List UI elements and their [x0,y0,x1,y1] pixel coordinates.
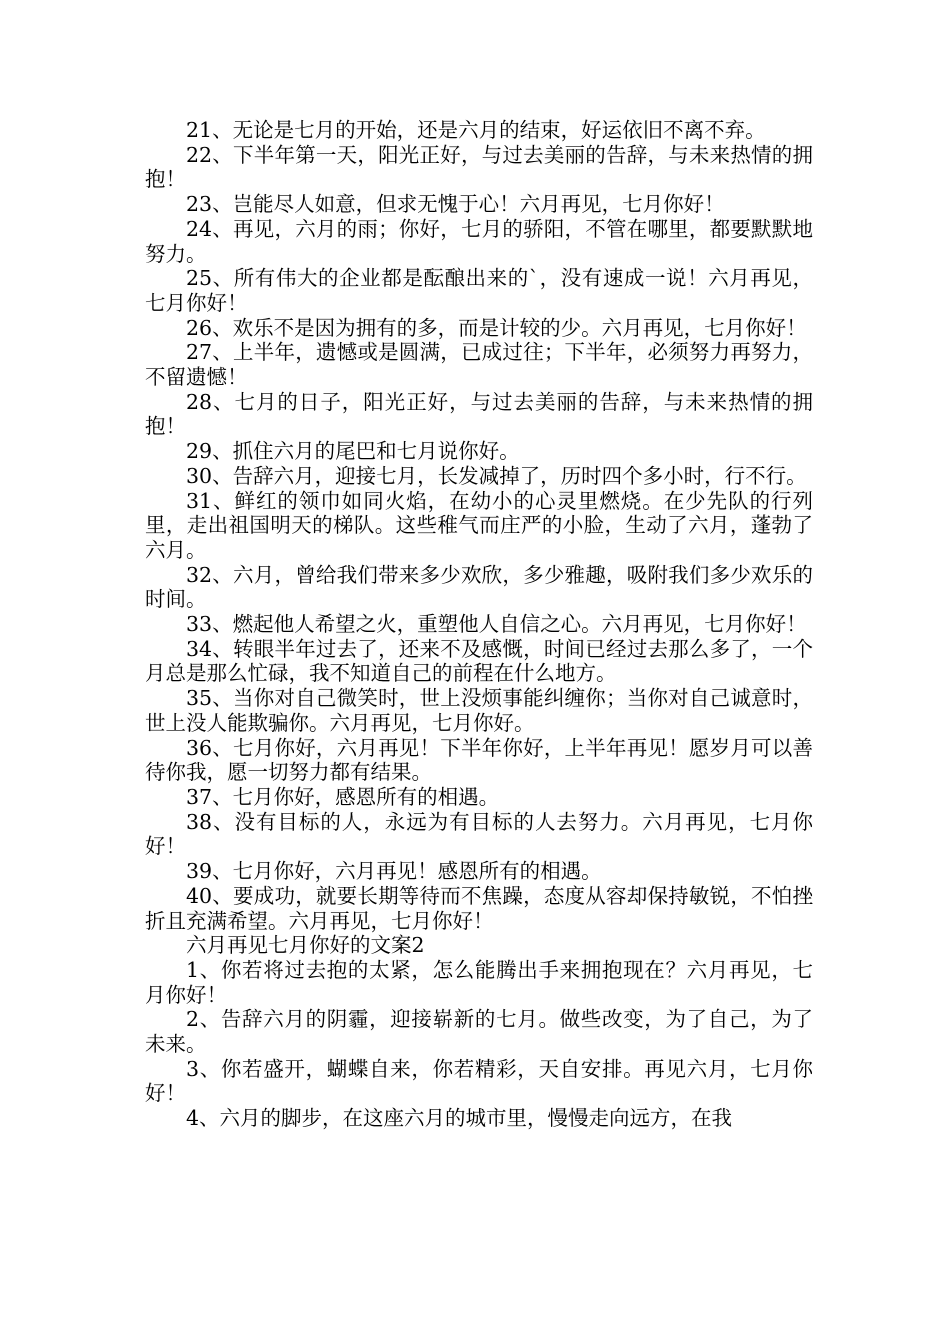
paragraph-s2-1: 1、你若将过去抱的太紧，怎么能腾出手来拥抱现在？六月再见，七月你好！ [145,957,813,1007]
paragraph-24: 24、再见，六月的雨；你好，七月的骄阳，不管在哪里，都要默默地努力。 [145,216,813,266]
paragraph-37: 37、七月你好，感恩所有的相遇。 [186,784,500,809]
paragraph-s2-3: 3、你若盛开，蝴蝶自来，你若精彩，天自安排。再见六月，七月你好！ [145,1056,813,1106]
paragraph-s2-4: 4、六月的脚步，在这座六月的城市里，慢慢走向远方，在我 [186,1106,733,1131]
document-body [145,118,813,1131]
paragraph-27: 27、上半年，遗憾或是圆满，已成过往；下半年，必须努力再努力，不留遗憾！ [145,340,813,390]
paragraph-22: 22、下半年第一天，阳光正好，与过去美丽的告辞，与未来热情的拥抱！ [145,142,813,192]
paragraph-28: 28、七月的日子，阳光正好，与过去美丽的告辞，与未来热情的拥抱！ [145,389,813,439]
paragraph-31: 31、鲜红的领巾如同火焰，在幼小的心灵里燃烧。在少先队的行列里，走出祖国明天的梯队。这些稚气而庄严的小脸，生动了六月，蓬勃了六月。 [145,488,813,562]
paragraph-36: 36、七月你好，六月再见！下半年你好，上半年再见！愿岁月可以善待你我，愿一切努力都有结果。 [145,735,813,785]
paragraph-21: 21、无论是七月的开始，还是六月的结束，好运依旧不离不弃。 [186,118,766,142]
paragraph-25: 25、所有伟大的企业都是酝酿出来的`，没有速成一说！六月再见，七月你好！ [145,266,813,315]
paragraph-23: 23、岂能尽人如意，但求无愧于心！六月再见，七月你好！ [186,192,725,217]
section-heading: 六月再见七月你好的文案2 [186,933,425,958]
paragraph-38: 38、没有目标的人，永远为有目标的人去努力。六月再见，七月你好！ [145,809,813,859]
paragraph-34: 34、转眼半年过去了，还来不及感慨，时间已经过去那么多了，一个月总是那么忙碌，我不知道自己的前程在什么地方。 [145,636,813,686]
paragraph-40: 40、要成功，就要长期等待而不焦躁，态度从容却保持敏锐，不怕挫折且充满希望。六月再见，七月你好！ [145,883,813,933]
paragraph-33: 33、燃起他人希望之火，重塑他人自信之心。六月再见，七月你好！ [186,612,807,637]
paragraph-32: 32、六月，曾给我们带来多少欢欣，多少雅趣，吸附我们多少欢乐的时间。 [145,562,813,612]
paragraph-30: 30、告辞六月，迎接七月，长发减掉了，历时四个多小时，行不行。 [186,463,807,488]
paragraph-39: 39、七月你好，六月再见！感恩所有的相遇。 [186,859,602,884]
paragraph-s2-2: 2、告辞六月的阴霾，迎接崭新的七月。做些改变，为了自己，为了未来。 [145,1007,813,1057]
paragraph-26: 26、欢乐不是因为拥有的多，而是计较的少。六月再见，七月你好！ [186,315,807,340]
paragraph-29: 29、抓住六月的尾巴和七月说你好。 [186,439,520,464]
paragraph-35: 35、当你对自己微笑时，世上没烦事能纠缠你；当你对自己诚意时，世上没人能欺骗你。六月再见，七月你好。 [145,686,813,735]
